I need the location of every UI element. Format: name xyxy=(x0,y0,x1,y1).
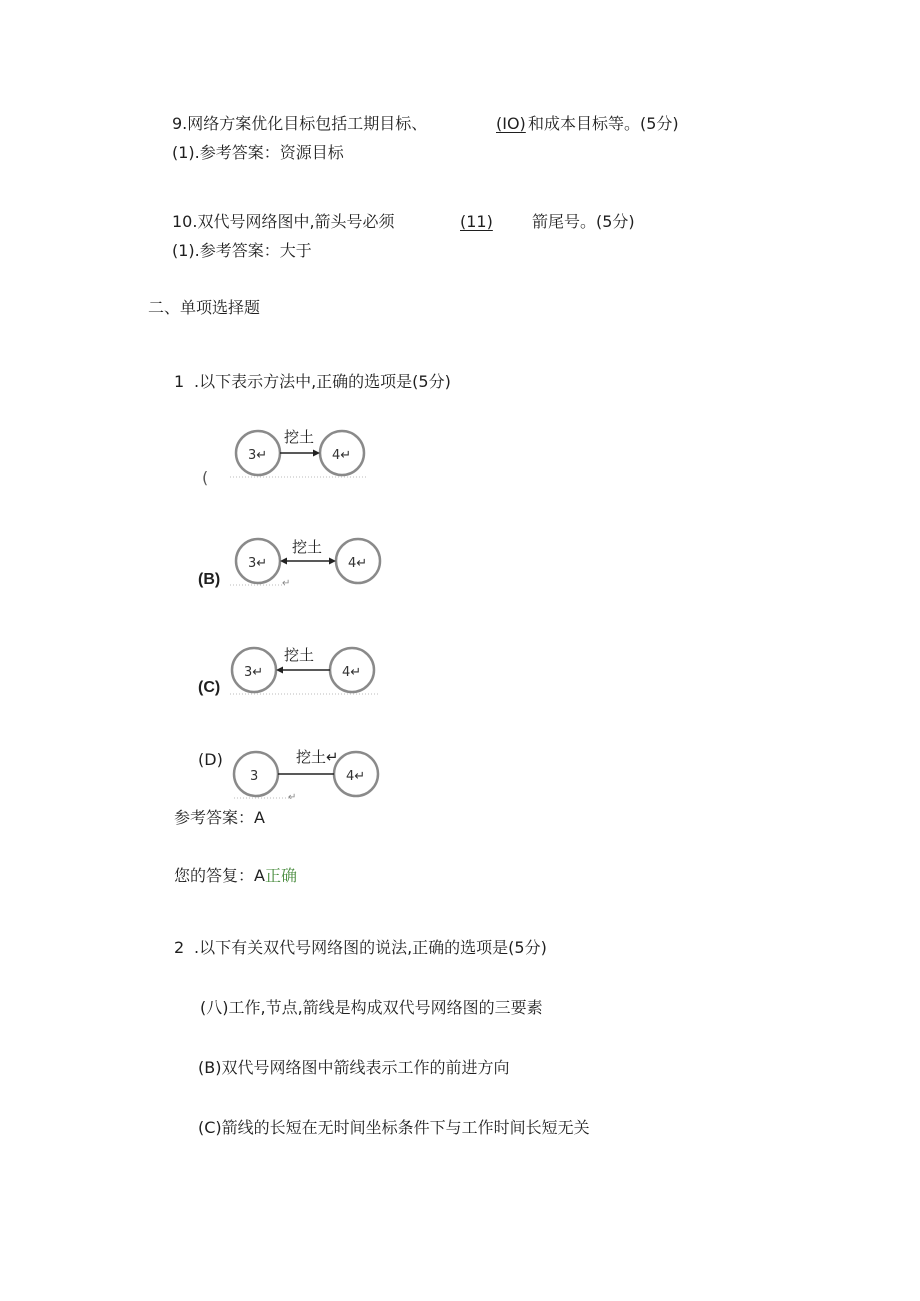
node-4-label: 4↵ xyxy=(348,556,368,571)
mc1-option-a-label[interactable]: ( xyxy=(202,468,209,487)
mc2-option-b[interactable]: (B)双代号网络图中箭线表示工作的前进方向 xyxy=(198,1058,510,1077)
mc1-number: 1 xyxy=(174,372,185,391)
q10-answer: (1).参考答案：大于 xyxy=(172,241,312,260)
activity-label: 挖土↵ xyxy=(296,748,339,766)
return-mark: ↵ xyxy=(288,792,297,803)
q9-stem xyxy=(172,114,427,134)
node-4-label: 4↵ xyxy=(342,665,362,680)
mc1-option-d-label[interactable]: (D) xyxy=(198,750,223,769)
mc1-option-c-label[interactable]: (C) xyxy=(198,679,221,696)
q10-blank: (11) xyxy=(460,212,493,231)
mc1-option-b-label[interactable]: (B) xyxy=(198,571,221,588)
q9-answer: (1).参考答案：资源目标 xyxy=(172,143,344,162)
return-mark: ↵ xyxy=(282,578,291,589)
node-3-label: 3 xyxy=(250,769,259,784)
mc2-text: .以下有关双代号网络图的说法,正确的选项是(5分) xyxy=(194,938,547,957)
node-3-label: 3↵ xyxy=(248,556,268,571)
mc1-reference-answer: 参考答案：A xyxy=(174,808,265,827)
q9-blank: (IO) xyxy=(496,114,526,133)
option-c-network-diagram[interactable] xyxy=(226,638,386,700)
activity-label: 挖土 xyxy=(284,428,315,446)
your-answer-prefix: 您的答复：A xyxy=(174,866,265,885)
node-3-label: 3↵ xyxy=(244,665,264,680)
q10-text-a: 10.双代号网络图中,箭头号必须 xyxy=(172,212,395,231)
q9-text-a: 9.网络方案优化目标包括工期目标、 xyxy=(172,114,428,133)
section-title: 二、单项选择题 xyxy=(148,298,261,317)
mc2-number: 2 xyxy=(174,938,185,957)
node-4-label: 4↵ xyxy=(332,448,352,463)
answer-status-correct: 正确 xyxy=(264,866,297,885)
node-4-label: 4↵ xyxy=(346,769,366,784)
q10-text-b: 箭尾号。(5分) xyxy=(532,212,635,231)
option-d-network-diagram[interactable] xyxy=(226,740,386,802)
activity-label: 挖土 xyxy=(284,646,315,664)
option-a-network-diagram[interactable] xyxy=(226,420,376,482)
mc1-text: .以下表示方法中,正确的选项是(5分) xyxy=(194,372,451,391)
mc1-your-answer xyxy=(174,866,297,886)
q9-text-b: 和成本目标等。(5分) xyxy=(528,114,679,133)
mc2-option-a[interactable]: (八)工作,节点,箭线是构成双代号网络图的三要素 xyxy=(200,998,543,1017)
activity-label: 挖土 xyxy=(292,538,323,556)
mc2-option-c[interactable]: (C)箭线的长短在无时间坐标条件下与工作时间长短无关 xyxy=(198,1118,590,1137)
option-b-network-diagram[interactable] xyxy=(226,530,386,592)
node-3-label: 3↵ xyxy=(248,448,268,463)
